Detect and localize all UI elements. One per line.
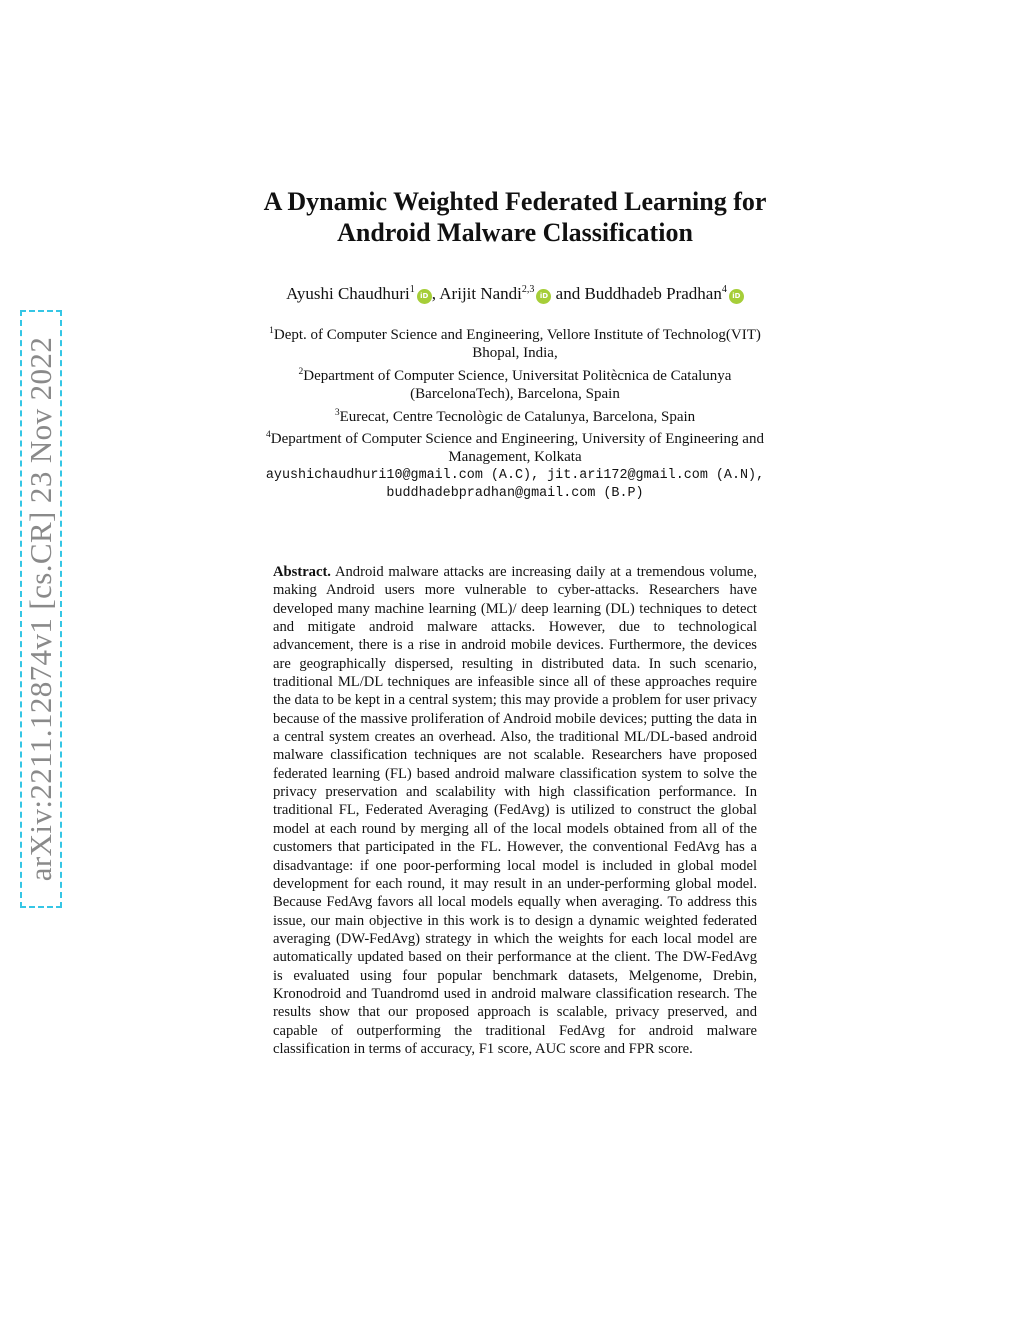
affiliation-3: $^3$Eurecat, Centre Tecnològic de Catalunya, Barcelona, Spain	[334, 407, 696, 425]
author-separator: and	[551, 284, 585, 303]
arxiv-identifier: arXiv:2211.12874v1 [cs.CR] 23 Nov 2022	[23, 336, 58, 882]
author-affil-mark: 2,3	[521, 284, 535, 295]
affiliation-4-cont: Management, Kolkata	[448, 449, 582, 466]
author-affil-mark: 4	[721, 284, 727, 295]
orcid-icon[interactable]: iD	[536, 289, 551, 304]
title-line-1: A Dynamic Weighted Federated Learning for	[263, 187, 767, 216]
affiliation-4: $^4$Department of Computer Science and Engineering, University of Engineering and	[266, 430, 764, 448]
author-name: Arijit Nandi	[439, 284, 522, 303]
author-name: Buddhadeb Pradhan	[584, 284, 722, 303]
affiliation-2-cont: (BarcelonaTech), Barcelona, Spain	[410, 386, 620, 403]
title-line-2: Android Malware Classification	[337, 218, 693, 247]
affiliation-1: $^1$Dept. of Computer Science and Engineering, Vellore Institute of Technolog(VIT)	[269, 326, 761, 343]
email-line-2[interactable]: buddhadebpradhan@gmail.com (B.P)	[386, 486, 644, 502]
paper-title	[200, 186, 830, 248]
email-line-1[interactable]: ayushichaudhuri10@gmail.com (A.C), jit.ari172@gmail.com (A.N),	[265, 467, 765, 483]
affiliation-1-cont: Bhopal, India,	[472, 345, 558, 362]
author-list	[150, 284, 880, 304]
affiliation-2: $^2$Department of Computer Science, Universitat Politècnica de Catalunya	[298, 366, 732, 384]
orcid-icon[interactable]: iD	[417, 289, 432, 304]
affiliations	[230, 322, 800, 504]
orcid-icon[interactable]: iD	[729, 289, 744, 304]
abstract-body: Android malware attacks are increasing daily at a tremendous volume, making Android users more vulnerable to cyber-attacks. Researchers have developed many machine learning (ML)/ deep learning (DL) techniques to detect and mitigate android malware attacks. However, due to technological advancement, there is a rise in android mobile devices. Furthermore, the devices are geographically dispersed, resulting in distributed data. In such scenario, traditional ML/DL techniques are infeasible since all of these approaches require the data to be kept in a central system; this may provide a problem for user privacy because of the massive proliferation of Android mobile devices; putting the data in a central system creates an overhead. Also, the traditional ML/DL-based android malware classification techniques are not scalable. Researchers have proposed federated learning (FL) based android malware classification system to solve the privacy preservation and scalability with high classification performance. In traditional FL, Federated Averaging (FedAvg) is utilized to construct the global model at each round by merging all of the local models obtained from all of the customers that participated in the FL. However, the conventional FedAvg has a disadvantage: if one poor-performing local model is included in global model development for each round, it may result in an under-performing global model. Because FedAvg favors all local models equally when averaging. To address this issue, our main objective in this work is to design a dynamic weighted federated averaging (DW-FedAvg) strategy in which the weights for each local model are automatically updated based on their performance at the client. The DW-FedAvg is evaluated using four popular benchmark datasets, Melgenome, Drebin, Kronodroid and Tuandromd used in android malware classification research. The results show that our proposed approach is scalable, privacy preserved, and capable of outperforming the traditional FedAvg for android malware classification in terms of accuracy, F1 score, AUC score and FPR score.	[273, 564, 758, 1057]
abstract	[273, 563, 757, 1058]
author-separator: ,	[431, 284, 440, 303]
author-affil-mark: 1	[409, 284, 415, 295]
abstract-label: Abstract.	[273, 564, 331, 580]
author-name: Ayushi Chaudhuri	[286, 284, 410, 303]
arxiv-stamp	[20, 310, 62, 908]
